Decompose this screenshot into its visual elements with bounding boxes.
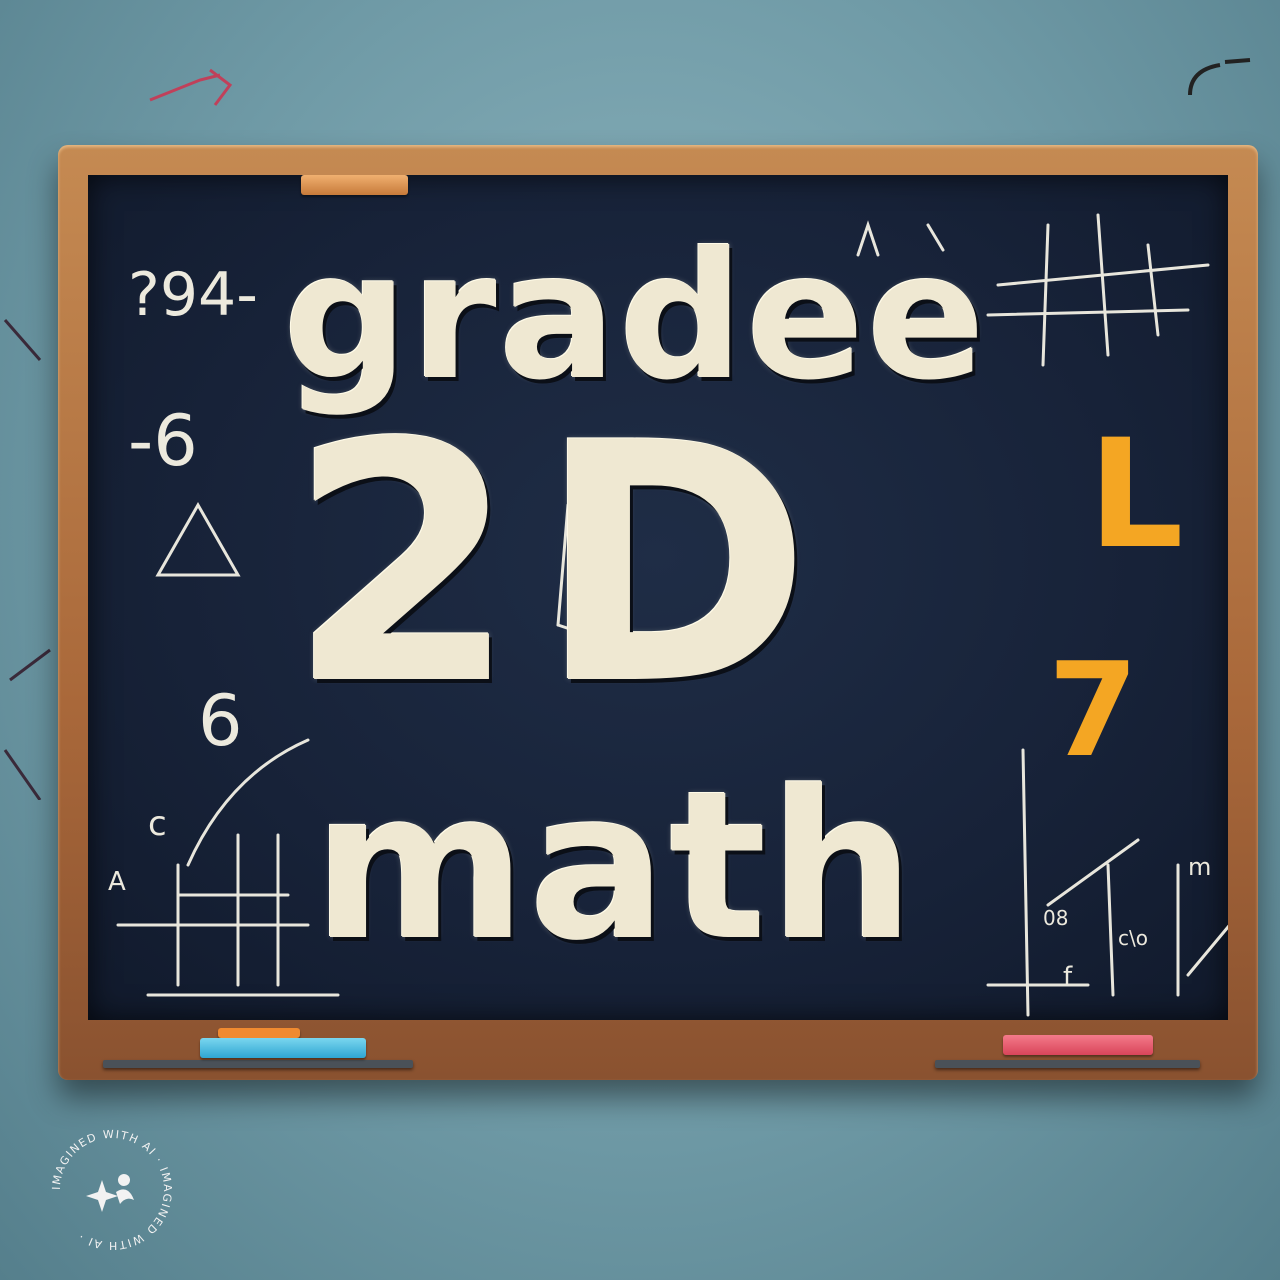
chalk-tray-left: [103, 1060, 413, 1068]
chalk-stick-orange-top: [301, 175, 408, 195]
wall-scribble-red: [140, 60, 240, 120]
scribble-right-small-bottom: f: [1063, 962, 1073, 992]
ai-watermark: [42, 1120, 182, 1260]
chalk-stick-blue: [200, 1038, 366, 1058]
svg-text:IMAGINED WITH AI · IMAGINED WI: [50, 1128, 174, 1252]
chalk-stick-red: [1003, 1035, 1153, 1055]
chalk-stick-orange: [218, 1028, 300, 1038]
chalkboard-frame: [58, 145, 1258, 1080]
scribble-top-left: ?94-: [128, 260, 258, 330]
scribble-left-mark: A: [108, 867, 126, 897]
sparkle-icon: [86, 1180, 118, 1212]
scribble-left-lower: 6: [198, 680, 243, 762]
chalkboard-surface: [88, 175, 1228, 1020]
accent-letter-l: L: [1088, 408, 1184, 582]
title-math: math: [313, 748, 917, 986]
wall-scribble-left: [0, 300, 60, 800]
scribble-right-small-left: 08: [1043, 906, 1069, 930]
scribble-left-upper: -6: [128, 400, 198, 482]
scribble-right-small-mid: c\o: [1118, 926, 1148, 950]
title-gradee: gradee: [283, 216, 988, 419]
scribble-right-small-top: m: [1188, 853, 1212, 881]
chalk-tray-right: [935, 1060, 1200, 1068]
scribble-left-small: c: [148, 804, 167, 844]
title-2d: 2D: [288, 373, 832, 757]
watermark-text: IMAGINED WITH AI · IMAGINED WITH AI ·: [49, 1127, 175, 1253]
accent-number-seven: 7: [1048, 634, 1139, 786]
wall-scribble-dark: [1180, 50, 1270, 110]
